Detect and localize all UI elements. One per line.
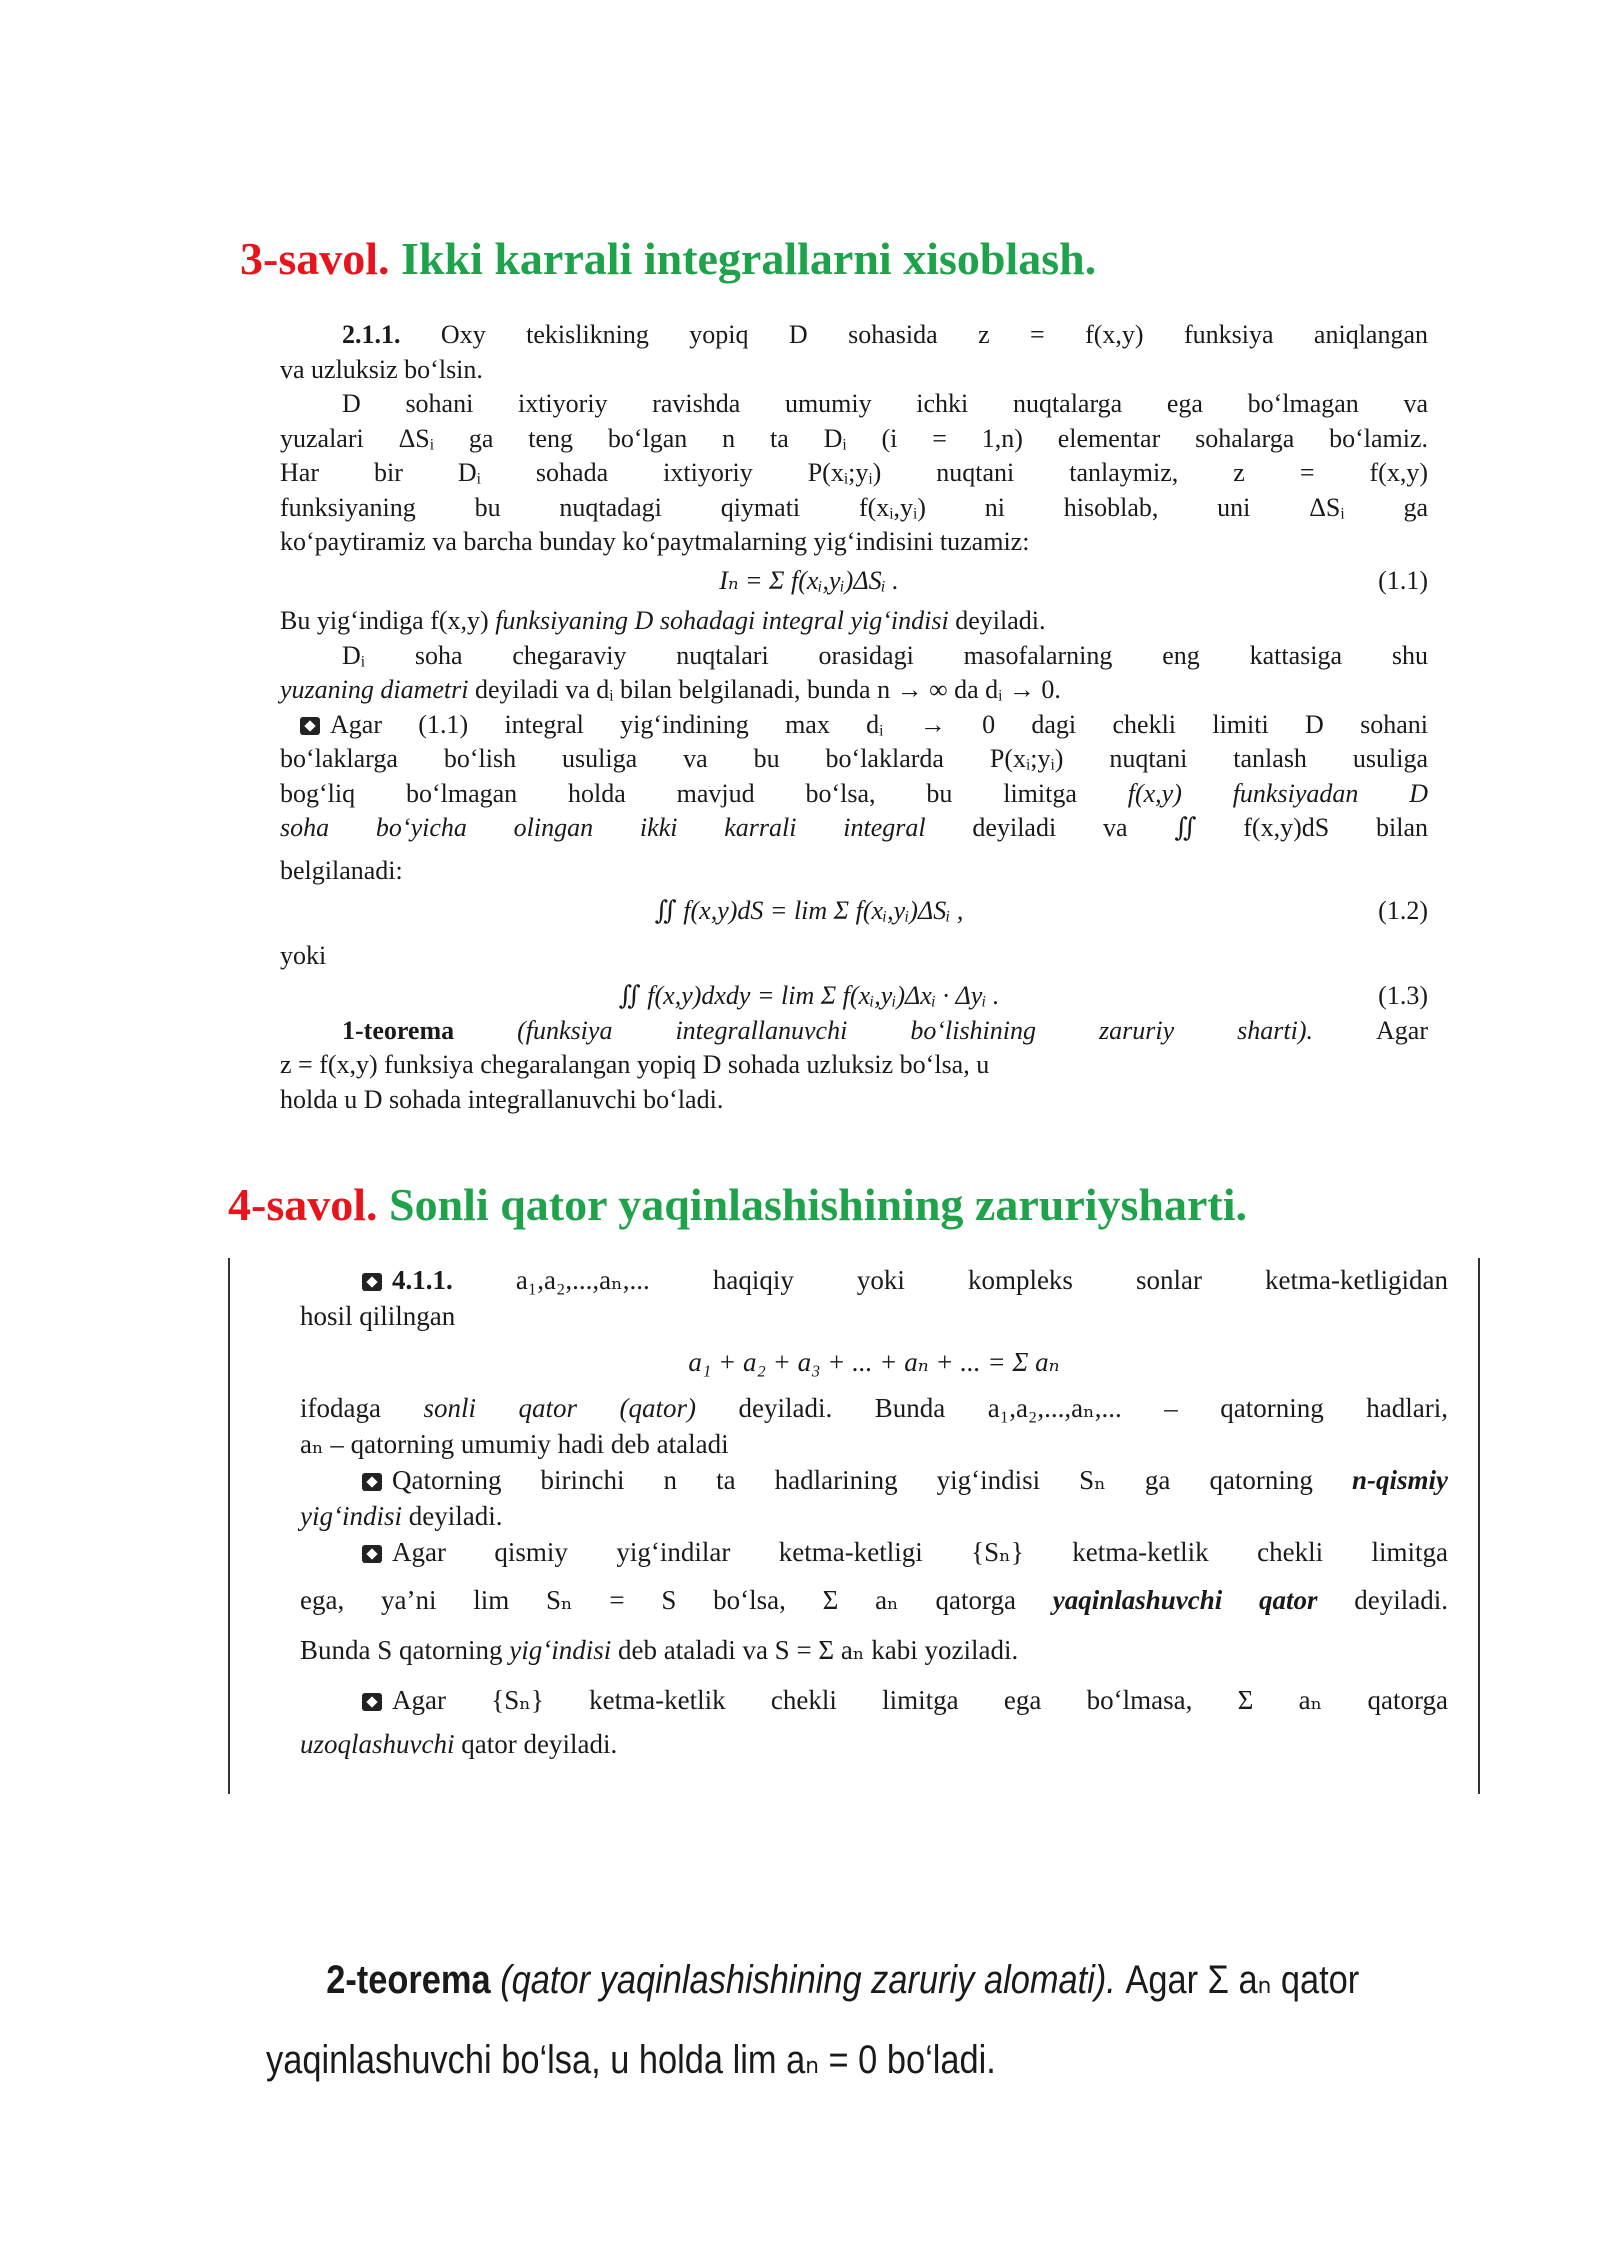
scan-left-border [228, 1258, 230, 1794]
equation-1-2: ∬ f(x,y)dS = lim Σ f(xᵢ,yᵢ)ΔSᵢ , (1.2) [280, 894, 1428, 929]
section-4-title: Sonli qator yaqinlashishining zaruriysharti. [389, 1179, 1248, 1230]
section-4-number: 4-savol. [228, 1179, 378, 1230]
definition-4-1-1: 4.1.1. a₁,a₂,...,aₙ,... haqiqiy yoki kompleks sonlar ketma-ketligidan [300, 1262, 1448, 1298]
equation-1-1: Iₙ = Σ f(xᵢ,yᵢ)ΔSᵢ . (1.1) [280, 564, 1428, 599]
section-3-heading [240, 232, 1096, 285]
bullet-icon [362, 1473, 382, 1491]
equation-number: (1.2) [1378, 896, 1428, 925]
series-formula: a₁ + a₂ + a₃ + ... + aₙ + ... = Σ aₙ [688, 1347, 1060, 1377]
bullet-icon [362, 1273, 382, 1291]
equation-number: (1.3) [1378, 981, 1428, 1010]
section-3-title: Ikki karrali integrallarni xisoblash. [401, 233, 1097, 284]
scan-right-border [1478, 1258, 1480, 1794]
section-4-body: 4.1.1. a₁,a₂,...,aₙ,... haqiqiy yoki kompleks sonlar ketma-ketligidan hosil qililngan a₁ + a₂ + a₃ + ... + aₙ + ... = Σ aₙ ifodaga sonli qator (qator) deyiladi. Bunda a₁,a₂,...,aₙ,... – qatorning hadlari, aₙ – qatorning umumiy hadi deb ataladi Qatorning birinchi n ta hadlarining yig‘indisi Sₙ ga qatorning n-qismiy yig‘indisi deyiladi. Agar qismiy yig‘indilar ketma-ketligi {Sₙ} ketma-ketlik chekli limitga ega, ya’ni lim Sₙ = S bo‘lsa, Σ aₙ qatorga yaqinlashuvchi qator deyiladi. Bunda S qatorning yig‘indisi deb ataladi va S = Σ aₙ kabi yoziladi. Agar {Sₙ} ketma-ketlik chekli limitga ega bo‘lmasa, Σ aₙ qatorga uzoqlashuvchi qator deyiladi. [300, 1262, 1448, 1762]
definition-2-1-1: 2.1.1. Oxy tekislikning yopiq D sohasida z = f(x,y) funksiya aniqlangan [342, 320, 1428, 349]
section-3-number: 3-savol. [240, 233, 390, 284]
equation-1-3: ∬ f(x,y)dxdy = lim Σ f(xᵢ,yᵢ)Δxᵢ · Δyᵢ . (1.3) [280, 979, 1428, 1014]
section-3-body: 2.1.1. Oxy tekislikning yopiq D sohasida z = f(x,y) funksiya aniqlangan va uzluksiz bo‘lsin. D sohani ixtiyoriy ravishda umumiy ichki nuqtalarga ega bo‘lmagan va yuzalari ΔSᵢ ga teng bo‘lgan n ta Dᵢ (i = 1,n) elementar sohalarga bo‘lamiz. Har bir Dᵢ sohada ixtiyoriy P(xᵢ;yᵢ) nuqtani tanlaymiz, z = f(x,y) funksiyaning bu nuqtadagi qiymati f(xᵢ,yᵢ) ni hisoblab, uni ΔSᵢ ga ko‘paytiramiz va barcha bunday ko‘paytmalarning yig‘indisini tuzamiz: Iₙ = Σ f(xᵢ,yᵢ)ΔSᵢ . (1.1) Bu yig‘indiga f(x,y) funksiyaning D sohadagi integral yig‘indisi deyiladi. Dᵢ soha chegaraviy nuqtalari orasidagi masofalarning eng kattasiga shu yuzaning diametri deyiladi va dᵢ bilan belgilanadi, bunda n → ∞ da dᵢ → 0. Agar (1.1) integral yig‘indining max dᵢ → 0 dagi chekli limiti D sohani bo‘laklarga bo‘lish usuliga va bu bo‘laklarda P(xᵢ;yᵢ) nuqtani tanlash usuliga bog‘liq bo‘lmagan holda mavjud bo‘lsa, bu limitga f(x,y) funksiyadan D soha bo‘yicha olingan ikki karrali integral deyiladi va ∬ f(x,y)dS bilan belgilanadi: ∬ f(x,y)dS = lim Σ f(xᵢ,yᵢ)ΔSᵢ , (1.2) yoki ∬ f(x,y)dxdy = lim Σ f(xᵢ,yᵢ)Δxᵢ · Δyᵢ . (1.3) 1-teorema (funksiya integrallanuvchi bo‘lishining zaruriy sharti). Agar z = f(x,y) funksiya chegaralangan yopiq D sohada uzluksiz bo‘lsa, u holda u D sohada integrallanuvchi bo‘ladi. [280, 320, 1428, 1114]
equation-number: (1.1) [1378, 565, 1428, 595]
theorem-2: 2-teorema (qator yaqinlashishining zaruriy alomati). Agar Σ aₙ qator yaqinlashuvchi bo‘lsa, u holda lim aₙ = 0 bo‘ladi. [266, 1958, 1360, 2082]
bullet-icon [362, 1545, 382, 1563]
theorem-1: 1-teorema (funksiya integrallanuvchi bo‘lishining zaruriy sharti). Agar [342, 1015, 1428, 1045]
section-4-heading [228, 1178, 1247, 1231]
bullet-icon [362, 1693, 382, 1711]
bullet-icon [300, 717, 320, 735]
